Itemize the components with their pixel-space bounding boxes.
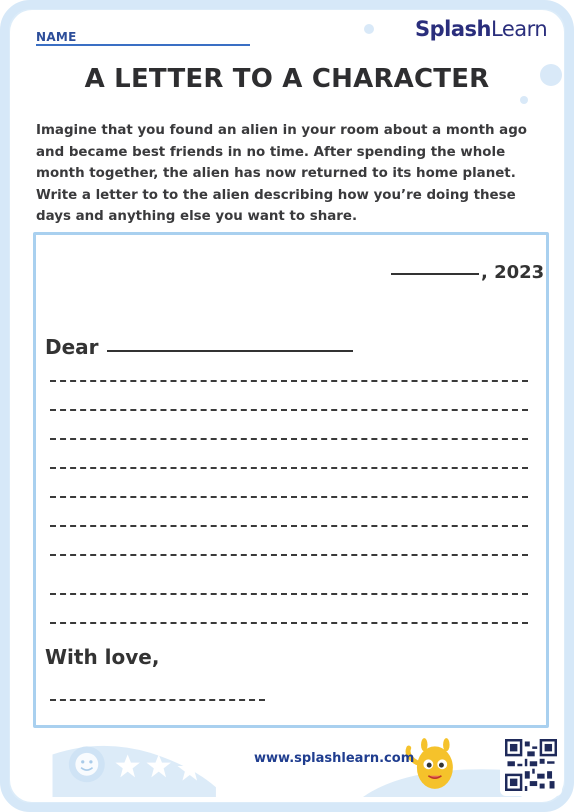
writing-line[interactable] (50, 467, 528, 469)
salutation-text: Dear (45, 335, 99, 359)
closing-text: With love, (45, 645, 160, 669)
writing-line[interactable] (50, 496, 528, 498)
signature-line[interactable] (50, 699, 265, 701)
date-blank[interactable] (391, 273, 479, 275)
qr-code-icon[interactable] (500, 734, 562, 796)
writing-line[interactable] (50, 438, 528, 440)
letter-writing-box[interactable] (33, 232, 549, 728)
smiley-icon (75, 753, 98, 776)
logo-light: Learn (490, 17, 548, 41)
recipient-blank[interactable] (107, 350, 353, 352)
decor-dot (520, 96, 528, 104)
name-field[interactable] (36, 26, 250, 45)
date-line (391, 262, 544, 283)
splashlearn-logo (415, 17, 547, 41)
writing-line[interactable] (50, 380, 528, 382)
logo-bold: Splash (415, 17, 491, 41)
writing-line[interactable] (50, 554, 528, 556)
instructions-text: Imagine that you found an alien in your room about a month ago and became best friends in no time. After spending the whole month together, the alien has now returned to its home planet. Write a letter to to the alien describing how you’re doing these days and anything else you want to share. (36, 123, 527, 224)
year-text: , 2023 (481, 262, 545, 283)
decor-dot (364, 24, 374, 34)
writing-line[interactable] (50, 622, 528, 624)
writing-line[interactable] (50, 593, 528, 595)
name-label: NAME (36, 30, 77, 44)
name-underline (36, 44, 250, 46)
writing-line[interactable] (50, 525, 528, 527)
website-link[interactable]: www.splashlearn.com (254, 751, 415, 766)
qr-code-graphic (505, 739, 557, 791)
page-title: A LETTER TO A CHARACTER (84, 64, 490, 94)
salutation-line (45, 335, 353, 359)
writing-line[interactable] (50, 409, 528, 411)
